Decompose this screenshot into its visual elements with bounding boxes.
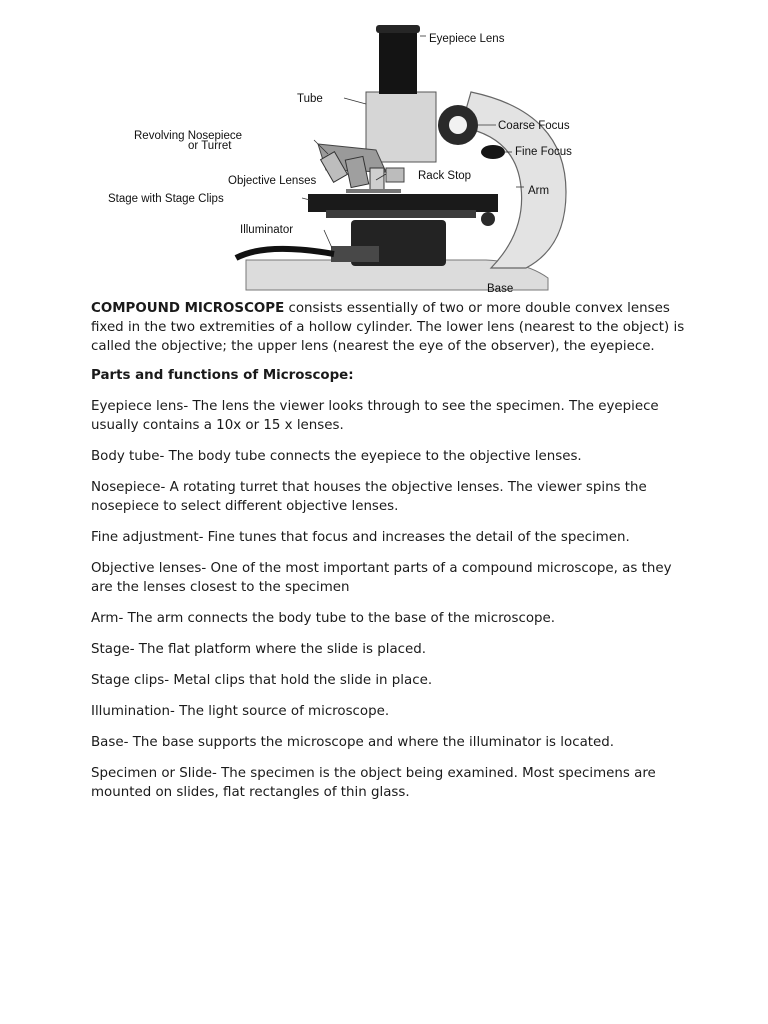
part-illumination: Illumination- The light source of microscope.	[91, 704, 390, 719]
label-rack-stop: Rack Stop	[418, 170, 472, 182]
part-stage: Stage- The flat platform where the slide is placed.	[91, 642, 427, 657]
part-fine-adjustment: Fine adjustment- Fine tunes that focus and increases the detail of the specimen.	[91, 530, 630, 545]
label-objective-lenses: Objective Lenses	[228, 175, 317, 187]
intro-term: COMPOUND MICROSCOPE	[91, 301, 285, 316]
part-eyepiece-lens: Eyepiece lens- The lens the viewer looks through to see the specimen. The eyepiece usually contains a 10x or 15 x lenses.	[91, 399, 659, 433]
label-arm: Arm	[528, 185, 550, 197]
label-fine-focus: Fine Focus	[515, 146, 572, 158]
label-stage-with-stage-clips: Stage with Stage Clips	[108, 193, 224, 205]
microscope-diagram	[96, 22, 638, 298]
part-body-tube: Body tube- The body tube connects the eyepiece to the objective lenses.	[91, 449, 582, 464]
part-nosepiece: Nosepiece- A rotating turret that houses the objective lenses. The viewer spins the nosepiece to select different objective lenses.	[91, 480, 647, 514]
part-objective-lenses: Objective lenses- One of the most important parts of a compound microscope, as they are the lenses closest to the specimen	[91, 561, 672, 595]
label-eyepiece-lens: Eyepiece Lens	[429, 33, 505, 45]
label-illuminator: Illuminator	[240, 224, 294, 236]
text-body	[91, 299, 691, 814]
label-tube: Tube	[297, 93, 323, 105]
label-coarse-focus: Coarse Focus	[498, 120, 570, 132]
intro-paragraph	[91, 299, 691, 356]
part-base: Base- The base supports the microscope and where the illuminator is located.	[91, 735, 615, 750]
intro-text: consists essentially of two or more double convex lenses fixed in the two extremities of a hollow cylinder. The lower lens (nearest to the object) is called the objective; the upper lens (nearest the eye of the observer), the eyepiece.	[91, 301, 685, 354]
part-specimen-or-slide: Specimen or Slide- The specimen is the object being examined. Most specimens are mounted on slides, flat rectangles of thin glass.	[91, 766, 656, 800]
part-stage-clips: Stage clips- Metal clips that hold the slide in place.	[91, 673, 433, 688]
section-heading: Parts and functions of Microscope:	[91, 368, 354, 383]
part-arm: Arm- The arm connects the body tube to the base of the microscope.	[91, 611, 556, 626]
label-nosepiece-line2: or Turret	[188, 140, 232, 152]
label-base: Base	[487, 283, 514, 295]
microscope-illustration	[96, 22, 638, 298]
label-nosepiece-line1: Revolving Nosepiece	[134, 130, 243, 142]
